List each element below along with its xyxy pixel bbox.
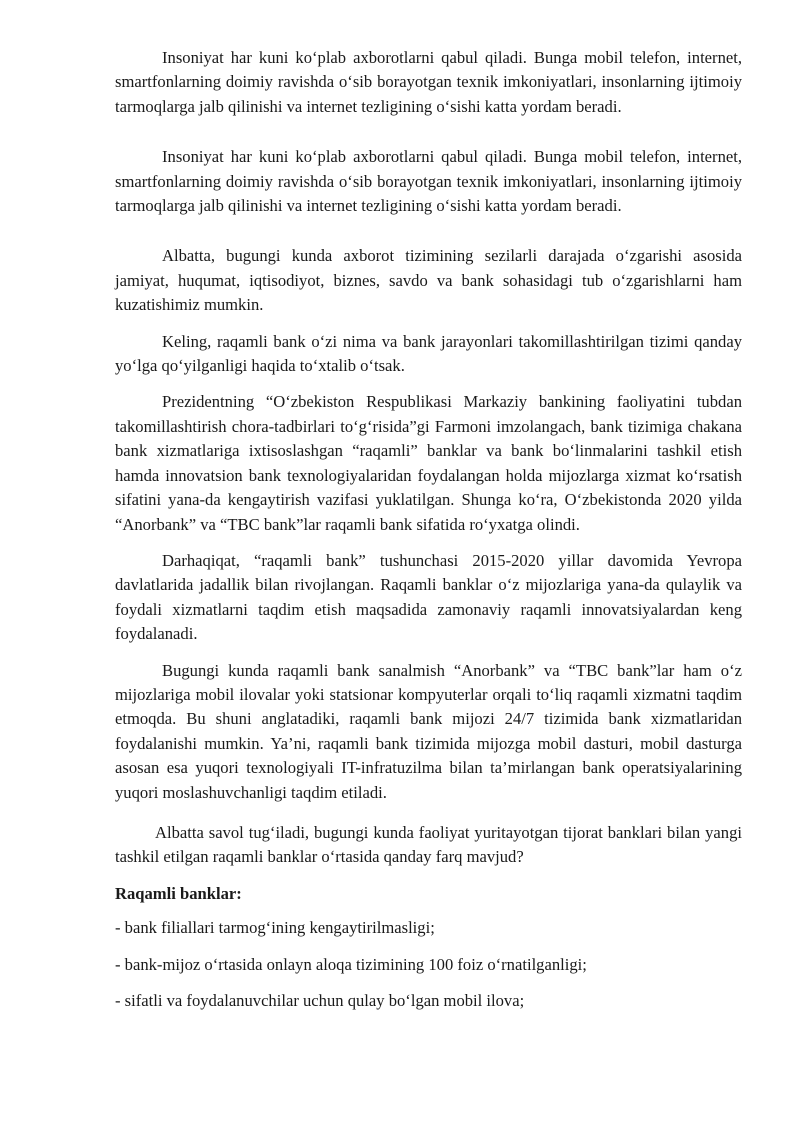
paragraph-1: Insoniyat har kuni ko‘plab axborotlarni qabul qiladi. Bunga mobil telefon, internet, smartfonlarning doimiy ravishda o‘sib borayotgan texnik imkoniyatlari, insonlarning ijtimoiy tarmoqlarga jalb qilinishi va internet tezligining o‘sishi katta yordam beradi. <box>115 48 742 116</box>
list-item: - bank-mijoz o‘rtasida onlayn aloqa tizimining 100 foiz o‘rnatilganligi; <box>115 954 587 974</box>
paragraph-6: Darhaqiqat, “raqamli bank” tushunchasi 2015-2020 yillar davomida Yevropa davlatlarida jadallik bilan rivojlangan. Raqamli banklar o‘z mijozlariga yana-da qulaylik va foydali xizmatlarni taqdim etish maqsadida zamonaviy raqamli innovatsiyalardan keng foydalanadi. <box>115 550 742 644</box>
document-body <box>115 46 742 1025</box>
paragraph-4: Keling, raqamli bank o‘zi nima va bank jarayonlari takomillashtirilgan tizimi qanday yo‘lga qo‘yilganligi haqida to‘xtalib o‘tsak. <box>115 331 742 376</box>
paragraph-5: Prezidentning “O‘zbekiston Respublikasi Markaziy bankining faoliyatini tubdan takomillashtirish chora-tadbirlari to‘g‘risida”gi Farmoni imzolangach, bank tizimiga chakana bank xizmatlariga ixtisoslashgan “raqamli” banklar va bank bo‘linmalarini tashkil etish hamda innovatsion bank texnologiyalaridan foydalangan holda mijozlarga xizmat ko‘rsatish sifatini yana-da kengaytirish vazifasi yuklatilgan. Shunga ko‘ra, O‘zbekistonda 2020 yilda “Anorbank” va “TBC bank”lar raqamli bank sifatida ro‘yxatga olindi. <box>115 392 742 534</box>
list-item: - bank filiallari tarmog‘ining kengaytirilmasligi; <box>115 918 435 938</box>
list-item: - sifatli va foydalanuvchilar uchun qulay bo‘lgan mobil ilova; <box>115 991 525 1010</box>
paragraph-2: Insoniyat har kuni ko‘plab axborotlarni qabul qiladi. Bunga mobil telefon, internet, smartfonlarning doimiy ravishda o‘sib borayotgan texnik imkoniyatlari, insonlarning ijtimoiy tarmoqlarga jalb qilinishi va internet tezligining o‘sishi katta yordam beradi. <box>115 147 742 216</box>
paragraph-7: Bugungi kunda raqamli bank sanalmish “Anorbank” va “TBC bank”lar ham o‘z mijozlariga mobil ilovalar yoki statsionar kompyuterlar orqali to‘liq raqamli xizmatni taqdim etmoqda. Bu shuni anglatadiki, raqamli bank mijozi 24/7 tizimida bank xizmatlaridan foydalanishi mumkin. Ya’ni, raqamli bank tizimida mijozga mobil dasturi, mobil dasturga asosan esa yuqori texnologiyali IT-infratuzilma bilan ta’mirlangan bank operatsiyalarining yuqori moslashuvchanligi taqdim etiladi. <box>115 660 742 802</box>
paragraph-3: Albatta, bugungi kunda axborot tizimining sezilarli darajada o‘zgarishi asosida jamiyat, huqumat, iqtisodiyot, biznes, savdo va bank sohasidagi tub o‘zgarishlarni ham kuzatishimiz mumkin. <box>115 246 742 315</box>
section-heading: Raqamli banklar: <box>115 883 242 903</box>
paragraph-8: Albatta savol tug‘iladi, bugungi kunda faoliyat yuritayotgan tijorat banklari bilan yangi tashkil etilgan raqamli banklar o‘rtasida qanday farq mavjud? <box>115 822 742 867</box>
